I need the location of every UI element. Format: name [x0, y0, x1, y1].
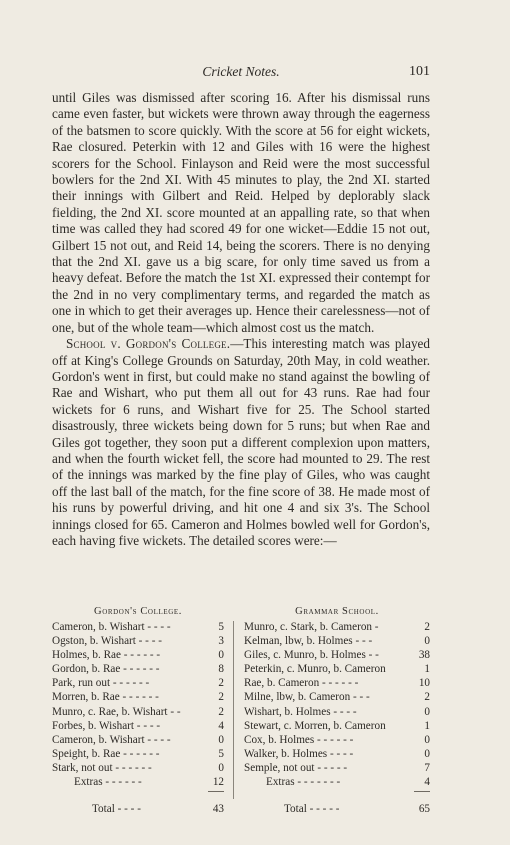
batsman-row: [244, 733, 430, 747]
batsman-row: [244, 747, 430, 761]
paragraph-1: until Giles was dismissed after scoring 16. After his dismissal runs came even faster, but wickets were thrown away through the eagerness of the batsmen to score quickly. With the score at 56 for eight wickets, Rae closured. Peterkin with 12 and Giles with 16 were the highest scorers for the School. Finlayson and Reid were the most successful bowlers for the 2nd XI. With 45 minutes to play, the 2nd XI. started their innings with Gilbert and Reid. Helped by deplorably slack fielding, the 2nd XI. score mounted at an appalling rate, so that when time was called they had scored 49 for one wicket—Eddie 15 not out, Gilbert 15 not out, and Reid 14, being the scorers. There is no denying that the 2nd XI. gave us a big scare, for only time saved us from a heavy defeat. Before the match the 1st XI. expressed their contempt for the 2nd in no very complimentary terms, and regarded the match as one in which to get their averages up. Hence their carelessness—not of one, but of the whole team—which almost cost us the match.: [52, 90, 430, 335]
batsman-runs: 0: [424, 705, 430, 718]
batsman-runs: 2: [424, 621, 430, 633]
section-heading: School v. Gordon's College.: [66, 336, 231, 352]
batsman-row: [52, 634, 224, 648]
batsman-label: Kelman, lbw, b. Holmes - - -: [244, 635, 373, 648]
batsman-runs: 5: [218, 621, 224, 633]
extras-runs: 12: [212, 776, 224, 789]
batsman-label: Walker, b. Holmes - - - -: [244, 747, 354, 760]
batsman-label: Semple, not out - - - - -: [244, 761, 348, 774]
batsman-runs: 0: [424, 733, 430, 746]
batsman-row: [52, 747, 224, 761]
paragraph-2: [52, 336, 430, 549]
scorecard-rows: [244, 620, 430, 775]
batsman-row: [52, 761, 224, 775]
batsman-label: Speight, b. Rae - - - - - -: [52, 747, 160, 760]
batsman-label: Park, run out - - - - - -: [52, 677, 150, 690]
batsman-label: Giles, c. Munro, b. Holmes - -: [244, 649, 379, 662]
batsman-runs: 8: [218, 663, 224, 676]
scorecard-extras: [244, 775, 430, 789]
batsman-label: Munro, c. Stark, b. Cameron -: [244, 621, 379, 633]
batsman-label: Forbes, b. Wishart - - - -: [52, 719, 161, 732]
batsman-runs: 0: [218, 733, 224, 746]
batsman-runs: 2: [424, 691, 430, 704]
batsman-row: [244, 719, 430, 733]
batsman-runs: 7: [424, 761, 430, 774]
extras-label: Extras - - - - - - -: [266, 776, 341, 789]
batsman-label: Rae, b. Cameron - - - - - -: [244, 677, 359, 690]
batsman-row: [52, 719, 224, 733]
scorecard-heading: Grammar School.: [295, 606, 379, 617]
batsman-label: Stark, not out - - - - - -: [52, 761, 152, 774]
batsman-label: Ogston, b. Wishart - - - -: [52, 635, 162, 648]
batsman-row: [244, 648, 430, 662]
total-label: Total - - - -: [92, 803, 141, 816]
batsman-row: [244, 705, 430, 719]
batsman-runs: 2: [218, 691, 224, 704]
batsman-runs: 3: [218, 635, 224, 648]
batsman-row: [244, 620, 430, 634]
batsman-runs: 0: [218, 761, 224, 774]
batsman-label: Stewart, c. Morren, b. Cameron: [244, 719, 386, 732]
scorecard-extras: [52, 775, 224, 789]
batsman-runs: 0: [218, 649, 224, 662]
batsman-runs: 10: [418, 677, 430, 690]
page-number: 101: [409, 64, 430, 79]
scorecard-rows: [52, 620, 224, 775]
batsman-label: Holmes, b. Rae - - - - - -: [52, 649, 161, 662]
batsman-label: Cameron, b. Wishart - - - -: [52, 621, 171, 633]
batsman-label: Milne, lbw, b. Cameron - - -: [244, 691, 370, 704]
batsman-label: Munro, c. Rae, b. Wishart - -: [52, 705, 181, 718]
batsman-row: [52, 733, 224, 747]
batsman-label: Peterkin, c. Munro, b. Cameron: [244, 663, 386, 676]
batsman-label: Cameron, b. Wishart - - - -: [52, 733, 171, 746]
paragraph-2-text: —This interesting match was played off at King's College Grounds on Saturday, 20th May, in cold weather. Gordon's went in first, but could make no stand against the bowling of Rae and Wishart, who put them all out for 43 runs. Rae had four wickets for 6 runs, and Wishart five for 25. The School started disastrously, three wickets being down for 5 runs; but when Rae and Giles got together, they soon put a different complexion upon matters, and when the fourth wicket fell, the score had mounted to 29. The rest of the innings was marked by the fine play of Giles, who was caught off the last ball of the match, for the fine score of 38. He made most of his runs by powerful driving, and hit one 4 and six 3's. The School innings closed for 65. Cameron and Holmes bowled well for Gordon's, each having five wickets. The detailed scores were:—: [52, 336, 430, 548]
batsman-runs: 5: [218, 747, 224, 760]
batsman-row: [244, 761, 430, 775]
batsman-label: Wishart, b. Holmes - - - -: [244, 705, 357, 718]
scorecard-gordons: [52, 605, 224, 816]
scorecard-grammar: [244, 605, 430, 816]
batsman-row: [244, 676, 430, 690]
page-header: [52, 64, 430, 82]
total-rule: [208, 791, 224, 792]
batsman-label: Cox, b. Holmes - - - - - -: [244, 733, 354, 746]
batsman-runs: 2: [218, 677, 224, 690]
batsman-runs: 38: [418, 649, 430, 662]
batsman-row: [52, 705, 224, 719]
running-title: Cricket Notes.: [202, 64, 280, 79]
scorecard-total: [52, 802, 224, 816]
batsman-row: [52, 690, 224, 704]
batsman-runs: 4: [218, 719, 224, 732]
batsman-runs: 2: [218, 705, 224, 718]
scorecard-heading: Gordon's College.: [94, 606, 182, 617]
batsman-label: Gordon, b. Rae - - - - - -: [52, 663, 160, 676]
total-rule: [414, 791, 430, 792]
total-runs: 43: [212, 803, 224, 816]
batsman-runs: 1: [424, 719, 430, 732]
batsman-row: [244, 634, 430, 648]
batsman-row: [52, 648, 224, 662]
batsman-row: [52, 676, 224, 690]
batsman-label: Morren, b. Rae - - - - - -: [52, 691, 159, 704]
scorecard-total: [244, 802, 430, 816]
batsman-row: [244, 690, 430, 704]
extras-runs: 4: [424, 776, 430, 789]
batsman-row: [52, 662, 224, 676]
batsman-runs: 1: [424, 663, 430, 676]
batsman-runs: 0: [424, 747, 430, 760]
extras-label: Extras - - - - - -: [74, 776, 142, 789]
body-text: [52, 90, 430, 549]
batsman-runs: 0: [424, 635, 430, 648]
total-label: Total - - - - -: [284, 803, 340, 816]
batsman-row: [244, 662, 430, 676]
total-runs: 65: [418, 803, 430, 816]
column-divider: [233, 621, 234, 799]
batsman-row: [52, 620, 224, 634]
